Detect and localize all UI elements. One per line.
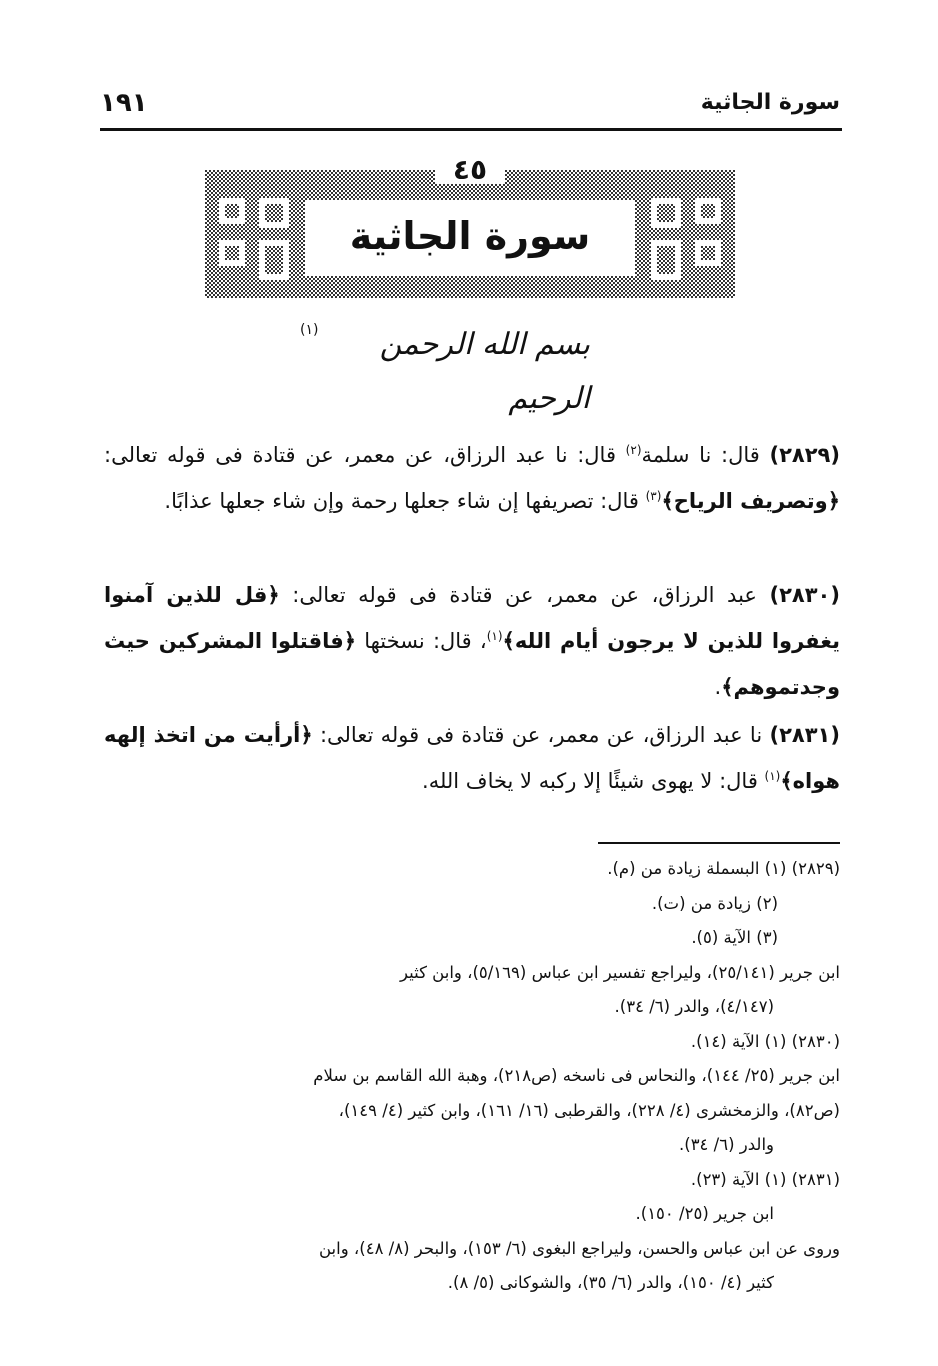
footnote-line: (٢٨٣١) (١) الآية (٢٣).: [690, 1169, 840, 1189]
footnote-ref: (١): [764, 769, 781, 783]
quran-quote: ﴿أرأيت من اتخذ إلهه هواه﴾: [104, 723, 840, 793]
page-number: ١٩١: [100, 88, 148, 118]
hadith-entry-2831: [104, 712, 840, 804]
footnote-line: ابن جرير (٢٥/١٤١)، وليراجع تفسير ابن عباس (٥/١٦٩)، وابن كثير: [400, 962, 840, 982]
running-head: [100, 90, 840, 124]
surah-number: ٤٥: [452, 153, 488, 186]
entry-number: (٢٨٣١): [769, 723, 840, 747]
footnote-line: (٢٨٢٩) (١) البسملة زيادة من (م).: [607, 859, 840, 878]
entry-text: .: [714, 675, 722, 699]
footnote-line: ابن جرير (٢٥/ ١٥٠).: [635, 1204, 774, 1223]
entry-paragraph: [104, 432, 840, 524]
surah-banner: [205, 150, 735, 298]
footnote-ref: (١): [486, 629, 503, 643]
hadith-entry-2830: [104, 572, 840, 710]
entry-number: (٢٨٢٩): [769, 443, 840, 467]
footnote-line: والدر (٦/ ٣٤).: [679, 1135, 774, 1154]
entry-number: (٢٨٣٠): [769, 583, 840, 607]
footnote-line: وروى عن ابن عباس والحسن، وليراجع البغوى (٦/ ١٥٣)، والبحر (٨/ ٤٨)، وابن: [318, 1238, 840, 1258]
entry-paragraph: [104, 572, 840, 710]
entry-paragraph: [104, 712, 840, 804]
entry-text: قال: نا سلمة: [641, 443, 770, 467]
footnote-line: ابن جرير (٢٥/ ١٤٤)، والنحاس فى ناسخه (ص٢١٨)، وهبة الله القاسم بن سلام: [313, 1066, 840, 1085]
footnote-ref: (٣): [645, 489, 662, 503]
quran-quote: ﴿فاقتلوا المشركين حيث وجدتموهم﴾: [104, 629, 840, 699]
footnote-ref: (٢): [625, 443, 642, 457]
footnotes: [100, 852, 840, 1301]
running-title: سورة الجاثية: [700, 90, 840, 115]
basmala-footnote-marker: (١): [300, 322, 319, 338]
basmala: [300, 316, 640, 416]
entry-text: عبد الرزاق، عن معمر، عن قتادة فى قوله تعالى:: [279, 583, 770, 607]
header-rule: [100, 128, 842, 131]
basmala-calligraphy: بسم الله الرحمن الرحيم: [379, 327, 590, 416]
footnote-line: (٢) زيادة من (ت).: [651, 893, 778, 913]
entry-text: ، قال: نسختها: [356, 629, 487, 653]
footnote-line: (٢٨٣٠) (١) الآية (١٤).: [690, 1031, 840, 1051]
quran-quote: ﴿وتصريف الرياح﴾: [661, 489, 840, 513]
footnote-line: (٤/١٤٧)، والدر (٦/ ٣٤).: [614, 997, 774, 1016]
entry-text: قال: نا عبد الرزاق، عن معمر، عن قتادة فى قوله تعالى:: [104, 443, 626, 467]
hadith-entry-2829: [104, 432, 840, 524]
surah-title: سورة الجاثية: [349, 214, 591, 258]
footnote-rule: [598, 842, 840, 844]
entry-text: قال: لا يهوى شيئًا إلا ركبه لا يخاف الله.: [422, 769, 765, 793]
entry-text: نا عبد الرزاق، عن معمر، عن قتادة فى قوله تعالى:: [312, 723, 770, 747]
entry-text: قال: تصريفها إن شاء جعلها رحمة وإن شاء جعلها عذابًا.: [164, 489, 646, 513]
footnote-line: كثير (٤/ ١٥٠)، والدر (٦/ ٣٥)، والشوكانى (٥/ ٨).: [447, 1273, 774, 1292]
footnote-line: (ص٨٢)، والزمخشرى (٤/ ٢٢٨)، والقرطبى (١٦/ ١٦١)، وابن كثير (٤/ ١٤٩)،: [338, 1100, 840, 1120]
quran-quote: ﴿قل للذين آمنوا يغفروا للذين لا يرجون أيام الله﴾: [104, 583, 840, 653]
footnote-line: (٣) الآية (٥).: [691, 928, 778, 947]
